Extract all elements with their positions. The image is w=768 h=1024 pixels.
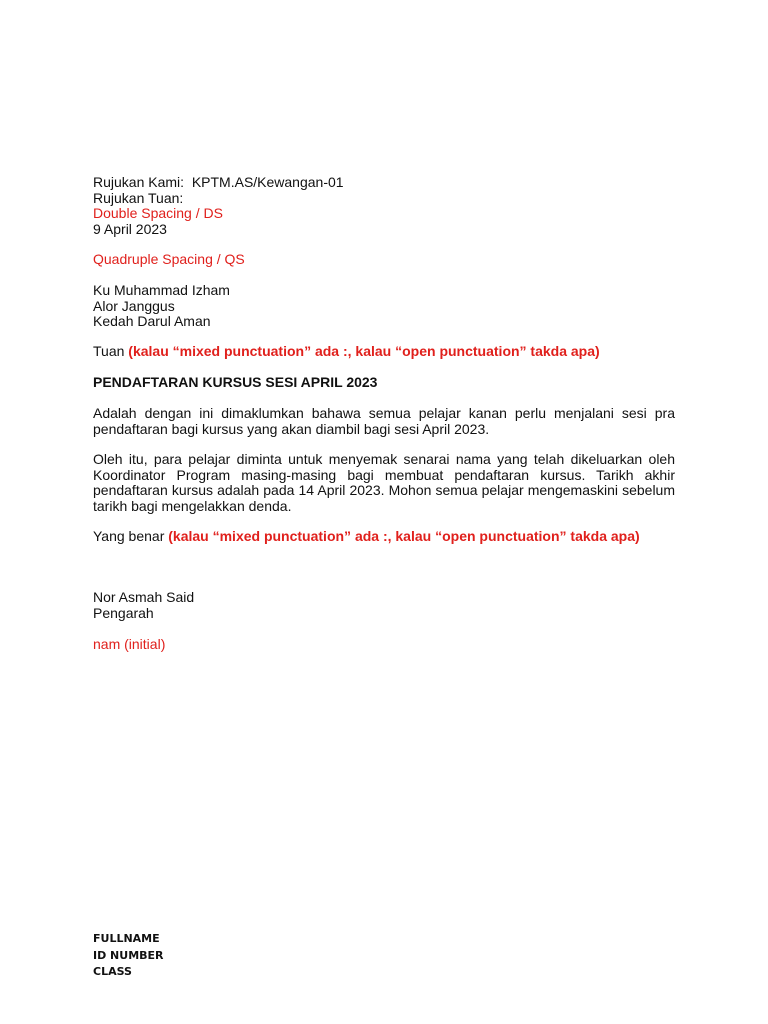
body-paragraph-1: Adalah dengan ini dimaklumkan bahawa semua pelajar kanan perlu menjalani sesi pra pendaftaran bagi kursus yang akan diambil bagi sesi April 2023. [93, 405, 675, 437]
closing-punctuation-note: (kalau “mixed punctuation” ada :, kalau “open punctuation” takda apa) [168, 528, 640, 544]
initial-note: nam (initial) [93, 636, 166, 652]
signatory-name: Nor Asmah Said [93, 589, 195, 605]
footer-class: CLASS [93, 965, 132, 978]
recipient-address-line-2: Kedah Darul Aman [93, 313, 211, 329]
signatory-title: Pengarah [93, 604, 154, 621]
letter-date: 9 April 2023 [93, 220, 167, 237]
your-reference: Rujukan Tuan: [93, 189, 184, 206]
recipient-address-line-1: Alor Janggus [93, 297, 175, 314]
footer-fullname: FULLNAME [93, 932, 160, 945]
footer-id-number: ID NUMBER [93, 948, 164, 962]
our-reference: Rujukan Kami: KPTM.AS/Kewangan-01 [93, 174, 344, 190]
salutation-punctuation-note: (kalau “mixed punctuation” ada :, kalau “open punctuation” takda apa) [128, 343, 600, 359]
spacing-note-ds: Double Spacing / DS [93, 205, 223, 221]
salutation [93, 344, 675, 360]
reference-block [93, 175, 675, 237]
recipient-name: Ku Muhammad Izham [93, 282, 230, 298]
closing [93, 529, 675, 545]
letter-subject: PENDAFTARAN KURSUS SESI APRIL 2023 [93, 374, 378, 390]
salutation-word: Tuan [93, 343, 125, 359]
body-paragraph-2: Oleh itu, para pelajar diminta untuk menyemak senarai nama yang telah dikeluarkan oleh Koordinator Program masing-masing bagi membuat pendaftaran kursus. Tarikh akhir pendaftaran kursus adalah pada 14 April 2023. Mohon semua pelajar mengemaskini sebelum tarikh bagi mengelakkan denda. [93, 451, 675, 514]
signature-block [93, 590, 675, 621]
spacing-note-qs-block [93, 252, 675, 268]
closing-word: Yang benar [93, 528, 165, 544]
recipient-address [93, 283, 675, 330]
student-info-footer [93, 931, 675, 981]
initial-note-block [93, 637, 675, 653]
spacing-note-qs: Quadruple Spacing / QS [93, 251, 245, 267]
